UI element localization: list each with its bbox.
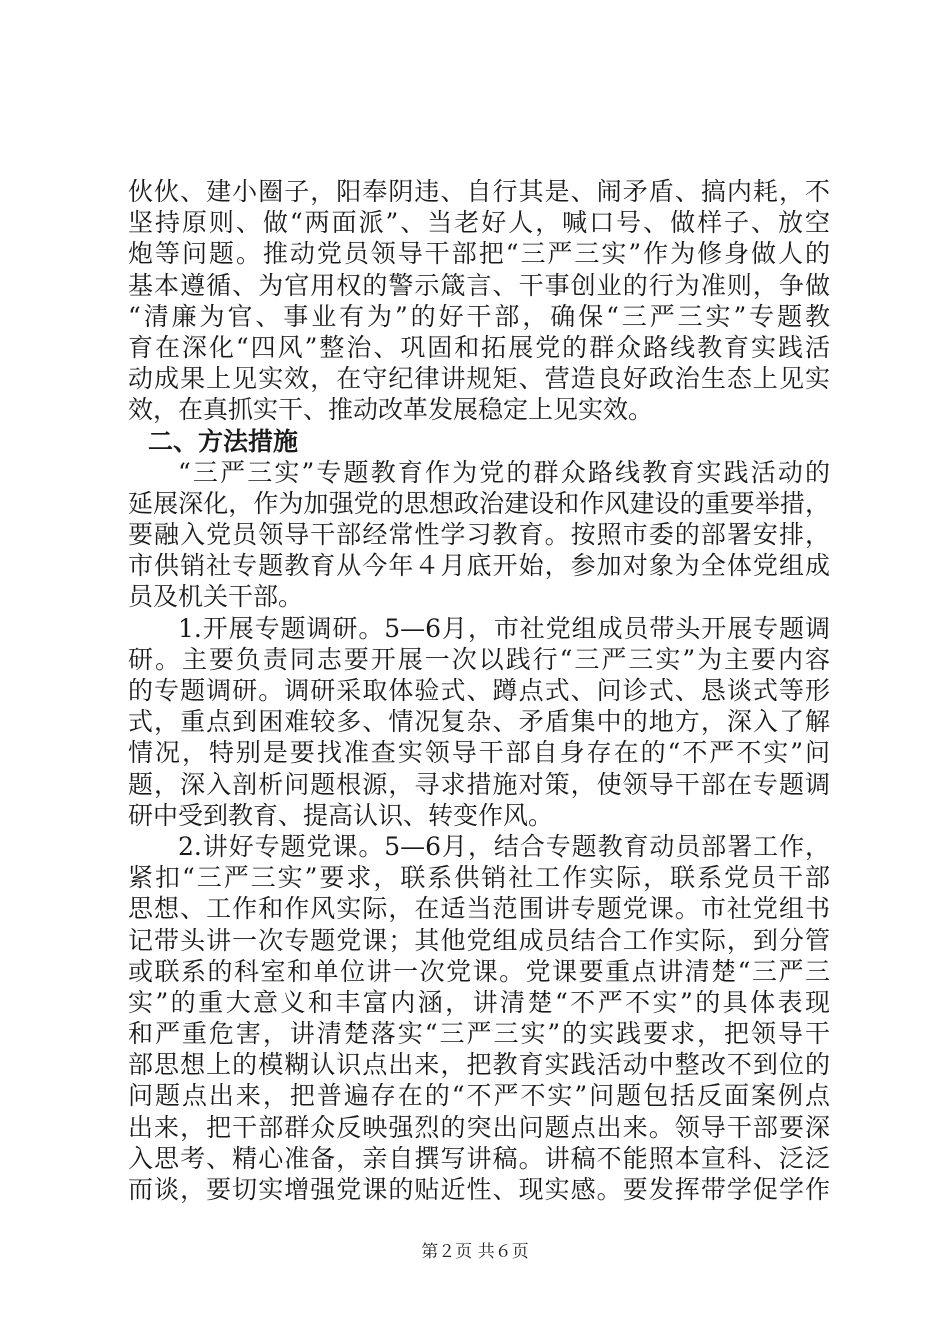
body-line: 员及机关干部。 — [128, 582, 304, 612]
body-line: 入思考、精心准备，亲自撰写讲稿。讲稿不能照本宣科、泛泛 — [128, 1143, 830, 1173]
body-line: 研。主要负责同志要开展一次以践行“三严三实”为主要内容 — [128, 644, 830, 674]
body-line: 情况，特别是要找准查实领导干部自身存在的“不严不实”问 — [128, 738, 830, 768]
body-line: 部思想上的模糊认识点出来，把教育实践活动中整改不到位的 — [128, 1050, 830, 1080]
body-line: 2.讲好专题党课。5—6月，结合专题教育动员部署工作， — [178, 831, 830, 861]
body-line: 实”的重大意义和丰富内涵，讲清楚“不严不实”的具体表现 — [128, 987, 830, 1017]
body-line: 和严重危害，讲清楚落实“三严三实”的实践要求，把领导干 — [128, 1019, 830, 1049]
body-line: 动成果上见实效，在守纪律讲规矩、营造良好政治生态上见实 — [128, 364, 830, 394]
body-line: 市供销社专题教育从今年４月底开始，参加对象为全体党组成 — [128, 551, 830, 581]
body-line: 研中受到教育、提高认识、转变作风。 — [128, 800, 554, 830]
body-line: 紧扣“三严三实”要求，联系供销社工作实际，联系党员干部 — [128, 863, 830, 893]
body-line: 育在深化“四风”整治、巩固和拓展党的群众路线教育实践活 — [128, 332, 830, 362]
body-line: 1.开展专题调研。5—6月，市社党组成员带头开展专题调 — [178, 613, 830, 643]
body-line: 伙伙、建小圈子，阳奉阴违、自行其是、闹矛盾、搞内耗，不 — [128, 177, 830, 206]
section-heading: 二、方法措施 — [148, 426, 299, 456]
body-line: 效，在真抓实干、推动改革发展稳定上见实效。 — [128, 395, 654, 425]
body-line: 记带头讲一次专题党课；其他党组成员结合工作实际，到分管 — [128, 925, 830, 955]
body-line: 而谈，要切实增强党课的贴近性、现实感。要发挥带学促学作 — [128, 1175, 830, 1204]
body-line: 炮等问题。推动党员领导干部把“三严三实”作为修身做人的 — [128, 239, 830, 269]
body-line: 题，深入剖析问题根源，寻求措施对策，使领导干部在专题调 — [128, 769, 830, 799]
page-number-label: 第２页 共６页 — [421, 1242, 529, 1262]
page-footer — [0, 1237, 950, 1262]
body-line: 式，重点到困难较多、情况复杂、矛盾集中的地方，深入了解 — [128, 707, 830, 737]
body-line: 思想、工作和作风实际，在适当范围讲专题党课。市社党组书 — [128, 894, 830, 924]
body-line: 基本遵循、为官用权的警示箴言、干事创业的行为准则，争做 — [128, 270, 830, 300]
body-line: 要融入党员领导干部经常性学习教育。按照市委的部署安排， — [128, 520, 830, 550]
body-line: 或联系的科室和单位讲一次党课。党课要重点讲清楚“三严三 — [128, 956, 830, 986]
document-body — [128, 176, 830, 1205]
body-line: 延展深化，作为加强党的思想政治建设和作风建设的重要举措， — [128, 488, 830, 518]
body-line: “清廉为官、事业有为”的好干部，确保“三严三实”专题教 — [128, 301, 830, 331]
body-line: 的专题调研。调研采取体验式、蹲点式、问诊式、恳谈式等形 — [128, 676, 830, 705]
body-line: 坚持原则、做“两面派”、当老好人，喊口号、做样子、放空 — [128, 208, 830, 238]
body-line: 出来，把干部群众反映强烈的突出问题点出来。领导干部要深 — [128, 1112, 830, 1142]
body-line: “三严三实”专题教育作为党的群众路线教育实践活动的 — [178, 457, 830, 487]
body-line: 问题点出来，把普遍存在的“不严不实”问题包括反面案例点 — [128, 1081, 830, 1111]
